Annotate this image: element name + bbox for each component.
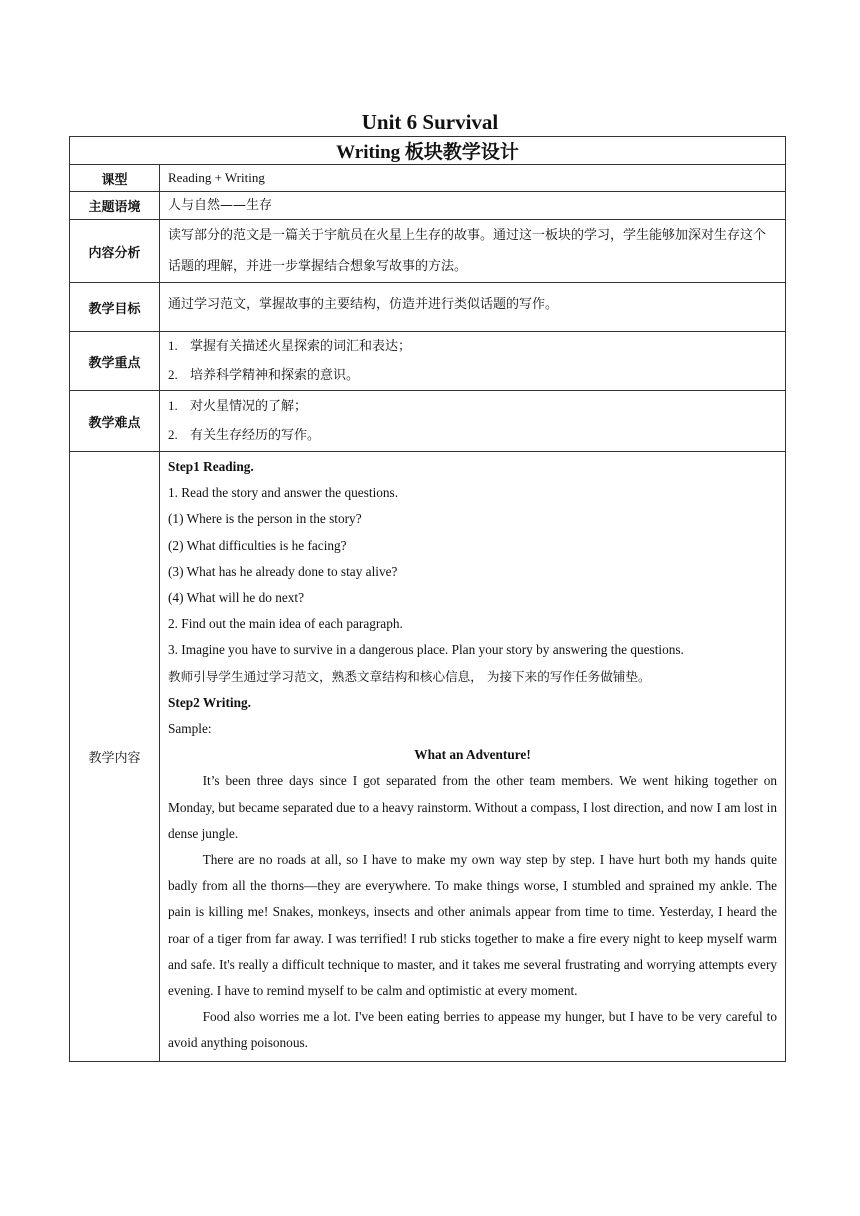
- step1-line: (2) What difficulties is he facing?: [168, 537, 347, 553]
- sample-paragraph: It’s been three days since I got separated from the other team members. We went hiking together on Monday, but became separated due to a heavy rainstorm. Without a compass, I lost direction, and now I am lost in dense jungle.: [168, 773, 778, 841]
- value-theme: [160, 192, 786, 220]
- value-content: [160, 452, 786, 1062]
- list-item: 2. 培养科学精神和探索的意识。: [168, 367, 360, 383]
- row-content: [70, 452, 786, 1062]
- section-title-row: [70, 137, 786, 165]
- label-content: 教学内容: [70, 452, 160, 1062]
- row-key-points: [70, 332, 786, 391]
- label-objective: 教学目标: [70, 283, 160, 332]
- list-item: 1. 掌握有关描述火星探索的词汇和表达；: [168, 338, 412, 354]
- step1-line: (4) What will he do next?: [168, 590, 305, 606]
- section-title: Writing 板块教学设计: [70, 137, 786, 165]
- row-objective: [70, 283, 786, 332]
- step1-line: 3. Imagine you have to survive in a dangerous place. Plan your story by answering the questions.: [168, 642, 684, 658]
- row-difficulties: [70, 391, 786, 452]
- theme-text: 人与自然——生存: [168, 198, 273, 213]
- label-analysis: 内容分析: [70, 220, 160, 283]
- row-lesson-type: [70, 165, 786, 192]
- difficulties-list: [168, 392, 777, 450]
- step1-note: 教师引导学生通过学习范文，熟悉文章结构和核心信息， 为接下来的写作任务做铺垫。: [168, 668, 651, 684]
- step1-line: (1) Where is the person in the story?: [168, 511, 362, 527]
- list-item: 2. 有关生存经历的写作。: [168, 427, 321, 443]
- row-theme: [70, 192, 786, 220]
- row-analysis: [70, 220, 786, 283]
- step2-title: Step2 Writing.: [168, 694, 251, 710]
- value-difficulties: [160, 391, 786, 452]
- sample-label: Sample:: [168, 721, 212, 737]
- sample-title: What an Adventure!: [414, 747, 531, 763]
- label-difficulties: 教学难点: [70, 391, 160, 452]
- step1-line: 2. Find out the main idea of each paragraph.: [168, 616, 403, 632]
- sample-paragraph: There are no roads at all, so I have to make my own way step by step. I have hurt both my hands quite badly from all the thorns—they are everywhere. To make things worse, I stumbled and sprained my ankle. The pain is killing me! Snakes, monkeys, insects and other animals appear from time to time. Yesterday, I heard the roar of a tiger from far away. I was terrified! I rub sticks together to make a fire every night to keep myself warm and safe. It's really a difficult technique to master, and it takes me several frustrating and worrying attempts every evening. I have to remind myself to be calm and optimistic at every moment.: [168, 852, 778, 999]
- value-lesson-type: Reading + Writing: [160, 165, 786, 192]
- key-points-list: [168, 332, 777, 390]
- value-analysis: [160, 220, 786, 283]
- step1-line: 1. Read the story and answer the questions.: [168, 485, 399, 501]
- document-title: Unit 6 Survival: [361, 110, 499, 134]
- sample-paragraph: Food also worries me a lot. I've been eating berries to appease my hunger, but I have to be very careful to avoid anything poisonous.: [168, 1009, 778, 1051]
- label-lesson-type: 课型: [70, 165, 160, 192]
- value-objective: [160, 283, 786, 332]
- lesson-plan-table: [69, 136, 786, 1062]
- analysis-text: 读写部分的范文是一篇关于宇航员在火星上生存的故事。通过这一板块的学习，学生能够加深对生存这个话题的理解，并进一步掌握结合想象写故事的方法。: [168, 228, 767, 274]
- objective-text: 通过学习范文，掌握故事的主要结构，仿造并进行类似话题的写作。: [168, 297, 559, 312]
- step1-title: Step1 Reading.: [168, 459, 254, 474]
- list-item: 1. 对火星情况的了解；: [168, 398, 308, 414]
- label-theme: 主题语境: [70, 192, 160, 220]
- label-key-points: 教学重点: [70, 332, 160, 391]
- step1-line: (3) What has he already done to stay alive?: [168, 563, 398, 579]
- value-key-points: [160, 332, 786, 391]
